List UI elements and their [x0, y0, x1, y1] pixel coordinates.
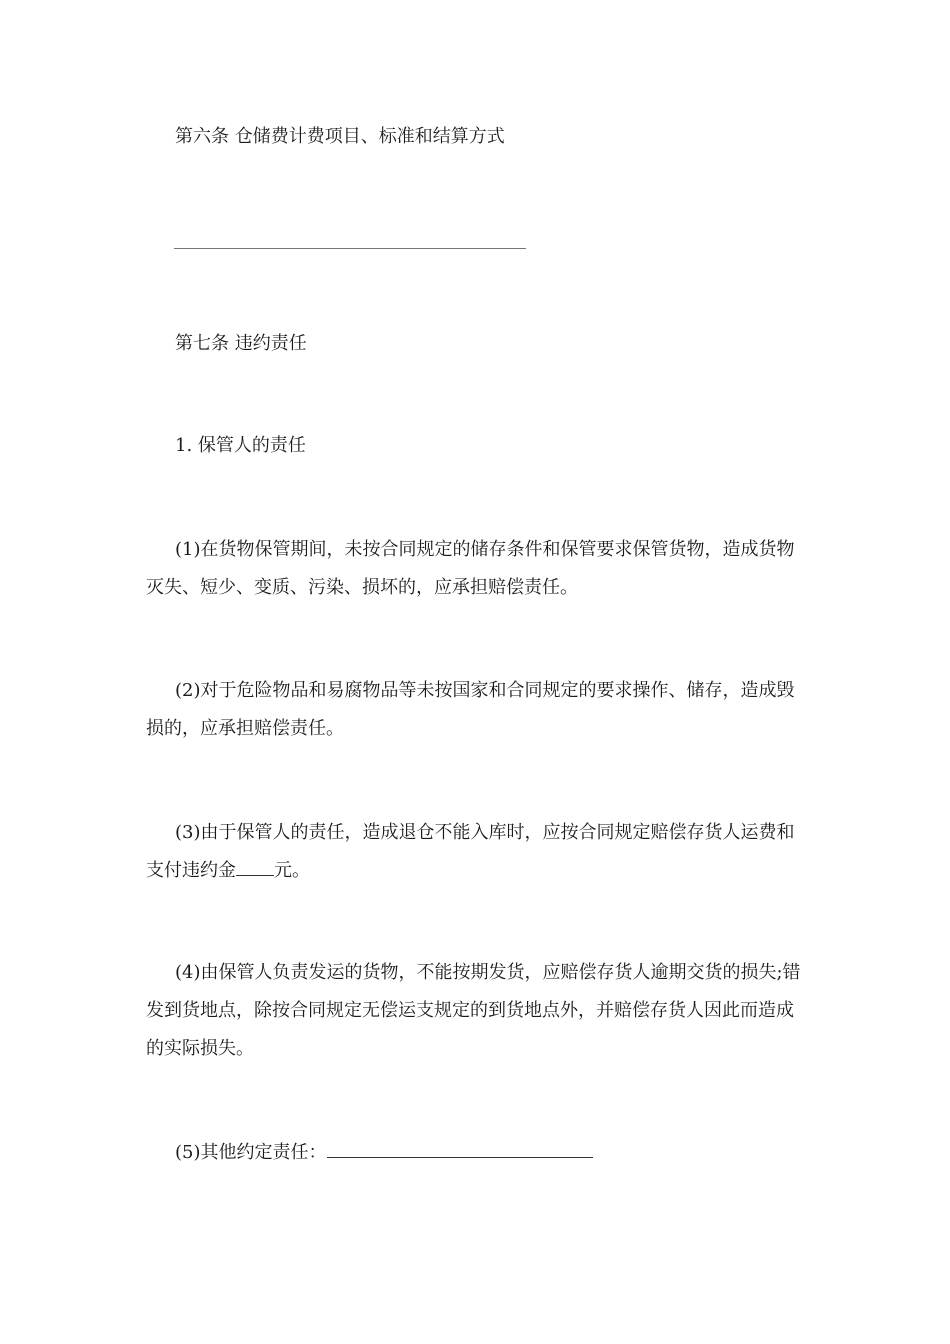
- clause-1: (1)在货物保管期间，未按合同规定的储存条件和保管要求保管货物，造成货物灭失、短少、变质、污染、损坏的，应承担赔偿责任。: [146, 539, 795, 598]
- article-6-heading: 第六条 仓储费计费项目、标准和结算方式: [175, 126, 505, 147]
- clause-3: (3)由于保管人的责任，造成退仓不能入库时，应按合同规定赔偿存货人运费和支付违约金 元。: [146, 822, 795, 881]
- other-liability-blank: [327, 1156, 593, 1158]
- fill-in-line: [174, 248, 526, 249]
- clause-5: (5)其他约定责任：: [146, 1134, 806, 1172]
- clause-4: (4)由保管人负责发运的货物，不能按期发货，应赔偿存货人逾期交货的损失;错发到货地点，除按合同规定无偿运支规定的到货地点外，并赔偿存货人因此而造成的实际损失。: [146, 962, 801, 1059]
- article-7-heading: 第七条 违约责任: [175, 333, 307, 354]
- penalty-amount-blank: [236, 874, 274, 876]
- section-1-title: 1. 保管人的责任: [175, 435, 306, 456]
- clause-2: (2)对于危险物品和易腐物品等未按国家和合同规定的要求操作、储存，造成毁损的，应承担赔偿责任。: [146, 680, 795, 739]
